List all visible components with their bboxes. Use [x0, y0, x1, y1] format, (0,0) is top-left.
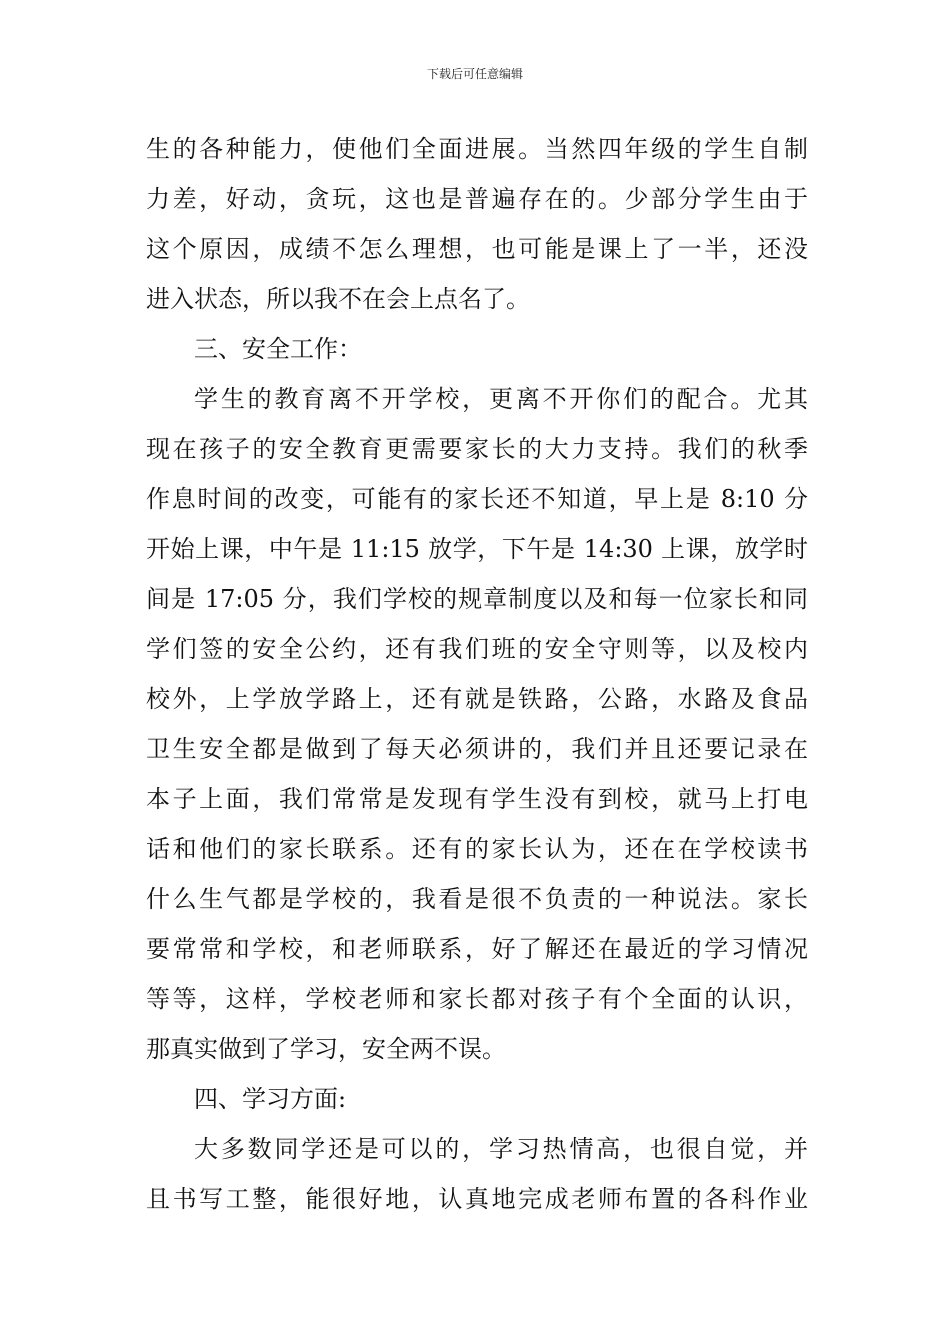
text-line: 什么生气都是学校的，我看是很不负责的一种说法。家长 [146, 885, 808, 913]
text-line: 卫生安全都是做到了每天必须讲的，我们并且还要记录在 [146, 735, 808, 763]
text-line: 学们签的安全公约，还有我们班的安全守则等，以及校内 [146, 635, 808, 663]
text-line: 这个原因，成绩不怎么理想，也可能是课上了一半，还没 [146, 235, 808, 263]
text-line: 要常常和学校，和老师联系，好了解还在最近的学习情况 [146, 935, 808, 963]
text-line: 生的各种能力，使他们全面进展。当然四年级的学生自制 [146, 135, 808, 163]
text-line: 进入状态，所以我不在会上点名了。 [146, 285, 530, 313]
page-header: 下载后可任意编辑 [426, 67, 523, 81]
text-line: 话和他们的家长联系。还有的家长认为，还在在学校读书 [146, 835, 808, 863]
text-line: 开始上课，中午是 11:15 放学，下午是 14:30 上课，放学时 [146, 535, 808, 563]
text-line: 本子上面，我们常常是发现有学生没有到校，就马上打电 [146, 785, 808, 813]
text-line: 那真实做到了学习，安全两不误。 [146, 1035, 506, 1063]
text-line: 三、安全工作： [194, 335, 362, 363]
text-line: 等等，这样，学校老师和家长都对孩子有个全面的认识， [146, 985, 808, 1013]
text-line: 力差，好动，贪玩，这也是普遍存在的。少部分学生由于 [146, 185, 808, 213]
body-text [146, 124, 808, 1224]
text-line: 学生的教育离不开学校，更离不开你们的配合。尤其 [194, 385, 808, 413]
text-line: 校外，上学放学路上，还有就是铁路，公路，水路及食品 [146, 685, 808, 713]
text-line: 现在孩子的安全教育更需要家长的大力支持。我们的秋季 [146, 435, 808, 463]
text-line: 作息时间的改变，可能有的家长还不知道，早上是 8:10 分 [146, 485, 808, 513]
text-line: 四、学习方面: [194, 1085, 347, 1113]
text-line: 间是 17:05 分，我们学校的规章制度以及和每一位家长和同 [146, 585, 808, 613]
text-line: 大多数同学还是可以的，学习热情高，也很自觉，并 [194, 1135, 808, 1163]
text-line: 且书写工整，能很好地，认真地完成老师布置的各科作业 [146, 1185, 808, 1213]
